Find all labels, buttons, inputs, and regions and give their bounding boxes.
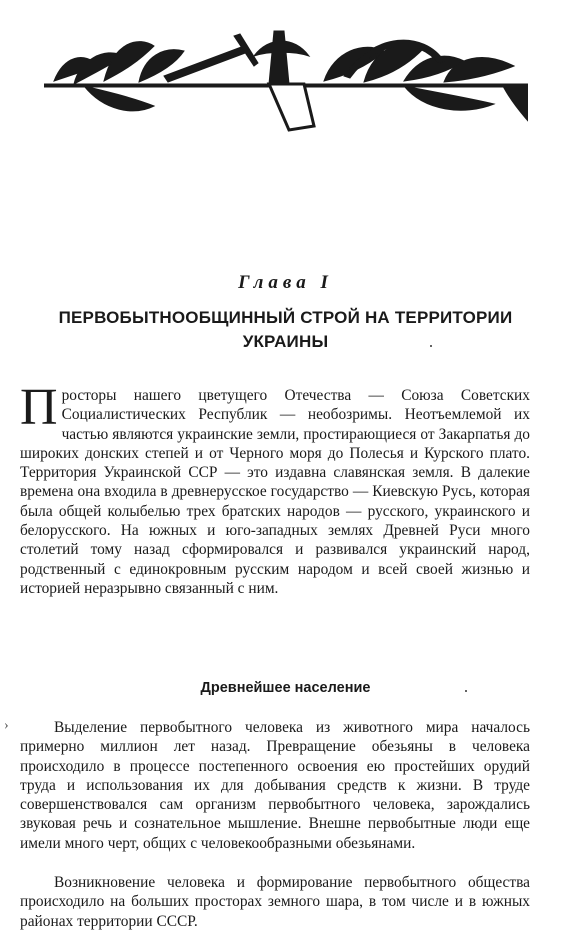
section-heading: Древнейшее население: [200, 680, 371, 696]
chapter-label: Глава I: [238, 272, 333, 293]
intro-paragraph: [20, 379, 530, 598]
paragraph-3: Возникновение человека и формирование первобытного общества происходило на больших просторах земного шара, в том числе и в южных районах территории СССР.: [20, 874, 530, 930]
print-speck: [430, 345, 432, 347]
chapter-title: [24, 306, 547, 354]
chapter-title-line-1: ПЕРВОБЫТНООБЩИННЫЙ СТРОЙ НА ТЕРРИТОРИИ: [58, 308, 513, 327]
print-speck: [465, 690, 467, 692]
chapter-title-line-2: УКРАИНЫ: [242, 332, 329, 351]
floral-tools-ornament-icon: [44, 26, 528, 134]
drop-cap: П: [20, 379, 58, 436]
paragraph-2: Выделение первобытного человека из животного мира началось примерно миллион лет назад. Превращение обезьяны в человека происходило в процессе постепенного освоения ею простейших орудий труда и использования их для добывания средств к жизни. В труде совершенствовался сам организм первобытного человека, зарождались звуковая речь и сознательное мышление. Внешне первобытные люди еще имели много черт, общих с человекообразными обезьянами.: [20, 719, 530, 852]
margin-mark-icon: ›: [4, 718, 9, 733]
intro-paragraph-text: росторы нашего цветущего Отечества — Союза Советских Социалистических Республик — необозримы. Неотъемлемой их частью являются украинские земли, простирающиеся от Закарпатья до широких донских степей и от Черного моря до Полесья и Курского плато. Территория Украинской ССР — это издавна славянская земля. В далекие времена она входила в древнерусское государство — Киевскую Русь, которая была общей колыбелью трех братских народов — русского, украинского и белорусского. На южных и юго-западных землях Древней Руси много столетий тому назад сформировался и развивался украинский народ, родственный с единокровным русским народом и всей своей жизнью и историей неразрывно связанный с ним.: [20, 387, 530, 597]
